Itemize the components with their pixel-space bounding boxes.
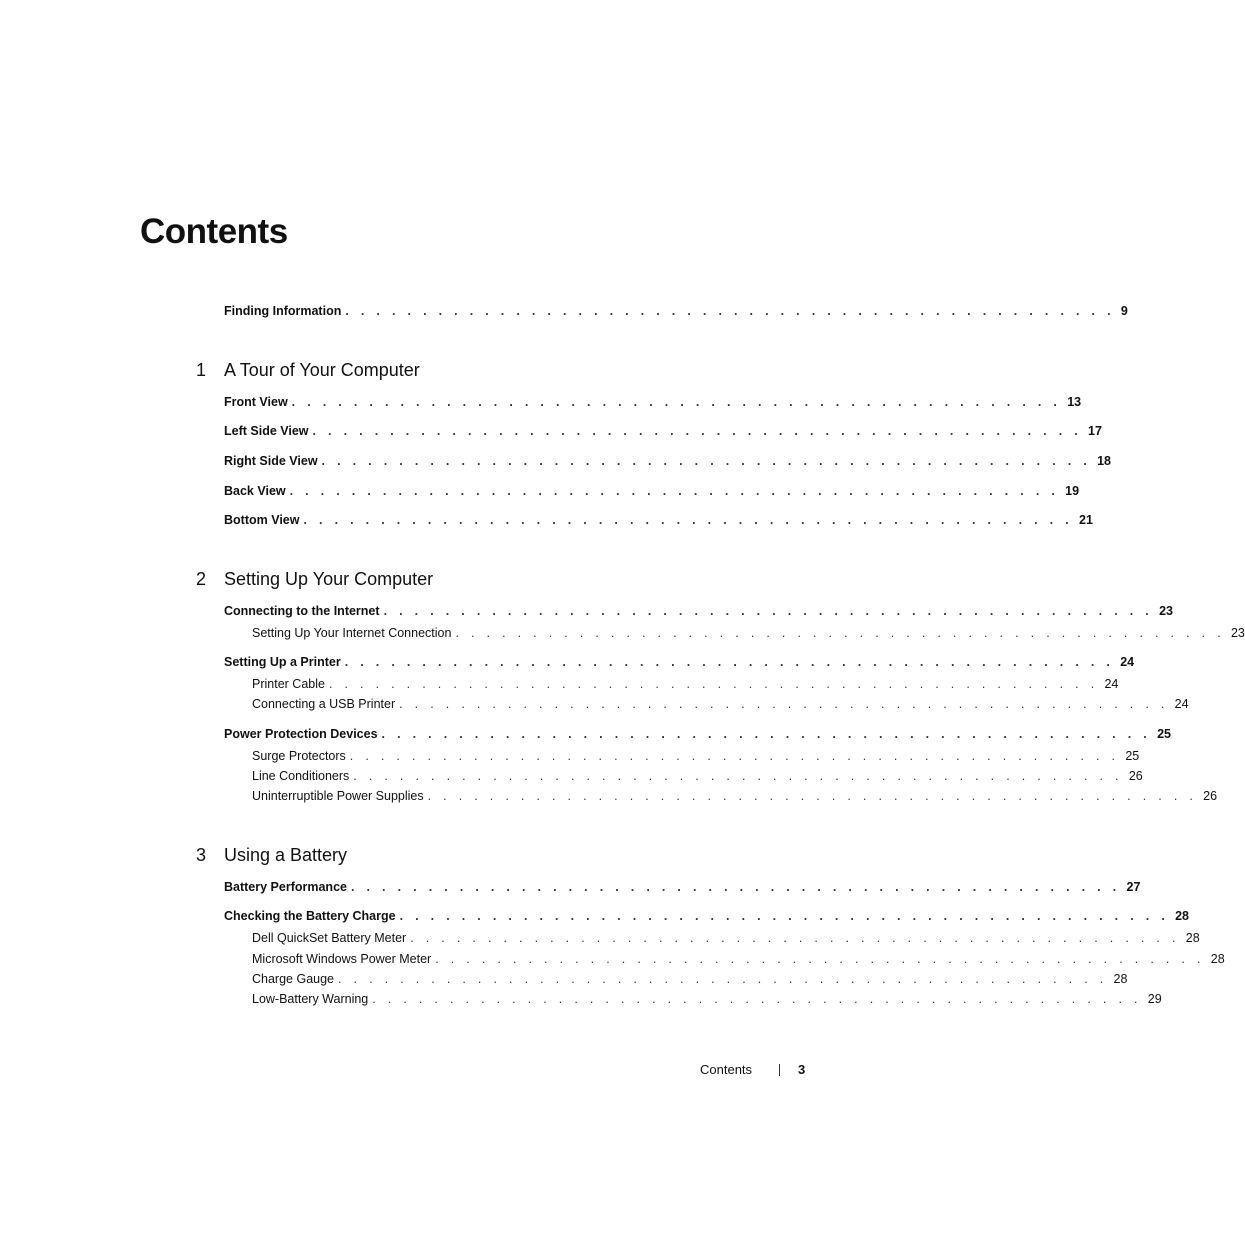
toc-entry-page: 26 [1203, 789, 1218, 803]
dot-leader: . . . . . . . . . . . . . . . . . . . . . . . . . . . . . . . . . . . . . . . . . . . . . . . . . . [383, 604, 1154, 618]
toc-subentry-low-battery-warning[interactable] [252, 992, 1162, 1006]
footer-section-name: Contents [700, 1062, 753, 1077]
toc-entry-label: Back View [224, 484, 286, 498]
toc-entry-page: 24 [1174, 697, 1189, 711]
toc-entry-label: Finding Information [224, 304, 342, 318]
dot-leader: . . . . . . . . . . . . . . . . . . . . . . . . . . . . . . . . . . . . . . . . . . . . . . . . . . [455, 626, 1225, 640]
toc-entry-finding-information[interactable] [224, 304, 1128, 318]
toc-entry-label: Charge Gauge [252, 972, 335, 986]
toc-entry-label: Setting Up Your Internet Connection [252, 626, 452, 640]
chapter-number: 1 [196, 360, 207, 380]
footer-page-number: 3 [798, 1062, 806, 1077]
toc-entry-page: 23 [1159, 604, 1173, 618]
dot-leader: . . . . . . . . . . . . . . . . . . . . . . . . . . . . . . . . . . . . . . . . . . . . . . . . . . [399, 697, 1169, 711]
toc-entry-label: Low-Battery Warning [252, 992, 369, 1006]
toc-subentry-printer-cable[interactable] [252, 677, 1119, 691]
toc-entry-left-side-view[interactable] [224, 424, 1102, 438]
chapter-number: 2 [196, 569, 207, 589]
toc-entry-page: 9 [1120, 304, 1128, 318]
toc-subentry-usb-printer[interactable] [252, 697, 1189, 711]
toc-entry-page: 18 [1097, 454, 1111, 468]
dot-leader: . . . . . . . . . . . . . . . . . . . . . . . . . . . . . . . . . . . . . . . . . . . . . . . . . . [289, 484, 1060, 498]
dot-leader: . . . . . . . . . . . . . . . . . . . . . . . . . . . . . . . . . . . . . . . . . . . . . . . . . . [435, 952, 1205, 966]
toc-entry-power-protection[interactable] [224, 727, 1171, 741]
toc-entry-label: Connecting to the Internet [224, 604, 380, 618]
page-footer [700, 1062, 810, 1077]
dot-leader: . . . . . . . . . . . . . . . . . . . . . . . . . . . . . . . . . . . . . . . . . . . . . . . . . . [312, 424, 1083, 438]
toc-entry-page: 24 [1120, 655, 1135, 669]
toc-entry-label: Setting Up a Printer [224, 655, 341, 669]
toc-entry-label: Right Side View [224, 454, 318, 468]
toc-entry-label: Bottom View [224, 513, 300, 527]
toc-entry-page: 25 [1125, 749, 1140, 763]
toc-entry-page: 26 [1128, 769, 1143, 783]
toc-entry-page: 17 [1088, 424, 1102, 438]
toc-entry-back-view[interactable] [224, 484, 1080, 498]
toc-entry-setting-up-printer[interactable] [224, 655, 1135, 669]
toc-entry-page: 29 [1147, 992, 1162, 1006]
toc-entry-right-side-view[interactable] [224, 454, 1111, 468]
toc-entry-connecting-to-internet[interactable] [224, 604, 1173, 618]
dot-leader: . . . . . . . . . . . . . . . . . . . . . . . . . . . . . . . . . . . . . . . . . . . . . . . . . . [372, 992, 1142, 1006]
toc-entry-page: 28 [1185, 931, 1200, 945]
toc-entry-page: 28 [1113, 972, 1128, 986]
toc-entry-page: 24 [1104, 677, 1119, 691]
toc-entry-label: Checking the Battery Charge [224, 909, 396, 923]
toc-entry-label: Left Side View [224, 424, 309, 438]
toc-entry-page: 19 [1065, 484, 1080, 498]
footer-divider [779, 1064, 780, 1076]
toc-entry-page: 21 [1079, 513, 1093, 527]
toc-entry-label: Microsoft Windows Power Meter [252, 952, 432, 966]
toc-subentry-line-conditioners[interactable] [252, 769, 1143, 783]
toc-subentry-windows-power-meter[interactable] [252, 952, 1225, 966]
toc-subentry-internet-connection[interactable] [252, 626, 1245, 640]
chapter-title: Using a Battery [224, 845, 348, 865]
dot-leader: . . . . . . . . . . . . . . . . . . . . . . . . . . . . . . . . . . . . . . . . . . . . . . . . . . [399, 909, 1170, 923]
toc-entry-page: 25 [1157, 727, 1171, 741]
dot-leader: . . . . . . . . . . . . . . . . . . . . . . . . . . . . . . . . . . . . . . . . . . . . . . . . . . [344, 655, 1115, 669]
dot-leader: . . . . . . . . . . . . . . . . . . . . . . . . . . . . . . . . . . . . . . . . . . . . . . . . . . [410, 931, 1180, 945]
dot-leader: . . . . . . . . . . . . . . . . . . . . . . . . . . . . . . . . . . . . . . . . . . . . . . . . . . [338, 972, 1108, 986]
toc-entry-page: 28 [1210, 952, 1225, 966]
toc-entry-page: 13 [1067, 395, 1082, 409]
toc-entry-bottom-view[interactable] [224, 513, 1093, 527]
toc-entry-page: 28 [1175, 909, 1190, 923]
dot-leader: . . . . . . . . . . . . . . . . . . . . . . . . . . . . . . . . . . . . . . . . . . . . . . . . . . [381, 727, 1152, 741]
dot-leader: . . . . . . . . . . . . . . . . . . . . . . . . . . . . . . . . . . . . . . . . . . . . . . . . . . [291, 395, 1062, 409]
dot-leader: . . . . . . . . . . . . . . . . . . . . . . . . . . . . . . . . . . . . . . . . . . . . . . . . . . [345, 304, 1115, 318]
toc-subentry-ups[interactable] [252, 789, 1218, 803]
toc-entry-label: Printer Cable [252, 677, 325, 691]
toc-entry-label: Line Conditioners [252, 769, 350, 783]
chapter-title: A Tour of Your Computer [224, 360, 420, 380]
toc-entry-label: Battery Performance [224, 880, 347, 894]
toc-entry-battery-performance[interactable] [224, 880, 1141, 894]
toc-entry-checking-battery-charge[interactable] [224, 909, 1190, 923]
toc-entry-label: Connecting a USB Printer [252, 697, 396, 711]
dot-leader: . . . . . . . . . . . . . . . . . . . . . . . . . . . . . . . . . . . . . . . . . . . . . . . . . . [328, 677, 1099, 691]
toc-entry-label: Front View [224, 395, 288, 409]
toc-entry-label: Dell QuickSet Battery Meter [252, 931, 407, 945]
toc-entry-label: Uninterruptible Power Supplies [252, 789, 424, 803]
dot-leader: . . . . . . . . . . . . . . . . . . . . . . . . . . . . . . . . . . . . . . . . . . . . . . . . . . [353, 769, 1123, 783]
toc-entry-front-view[interactable] [224, 395, 1082, 409]
dot-leader: . . . . . . . . . . . . . . . . . . . . . . . . . . . . . . . . . . . . . . . . . . . . . . . . . . [350, 880, 1121, 894]
toc-entry-label: Power Protection Devices [224, 727, 378, 741]
page-title: Contents [140, 212, 288, 251]
toc-entry-label: Surge Protectors [252, 749, 346, 763]
toc-subentry-charge-gauge[interactable] [252, 972, 1128, 986]
toc-entry-page: 27 [1126, 880, 1141, 894]
toc-subentry-surge-protectors[interactable] [252, 749, 1140, 763]
dot-leader: . . . . . . . . . . . . . . . . . . . . . . . . . . . . . . . . . . . . . . . . . . . . . . . . . . [427, 789, 1198, 803]
toc-subentry-quickset-battery-meter[interactable] [252, 931, 1200, 945]
dot-leader: . . . . . . . . . . . . . . . . . . . . . . . . . . . . . . . . . . . . . . . . . . . . . . . . . . [303, 513, 1074, 527]
chapter-title: Setting Up Your Computer [224, 569, 434, 589]
chapter-number: 3 [196, 845, 207, 865]
dot-leader: . . . . . . . . . . . . . . . . . . . . . . . . . . . . . . . . . . . . . . . . . . . . . . . . . . [349, 749, 1120, 763]
dot-leader: . . . . . . . . . . . . . . . . . . . . . . . . . . . . . . . . . . . . . . . . . . . . . . . . . . [321, 454, 1092, 468]
toc-entry-page: 23 [1230, 626, 1245, 640]
